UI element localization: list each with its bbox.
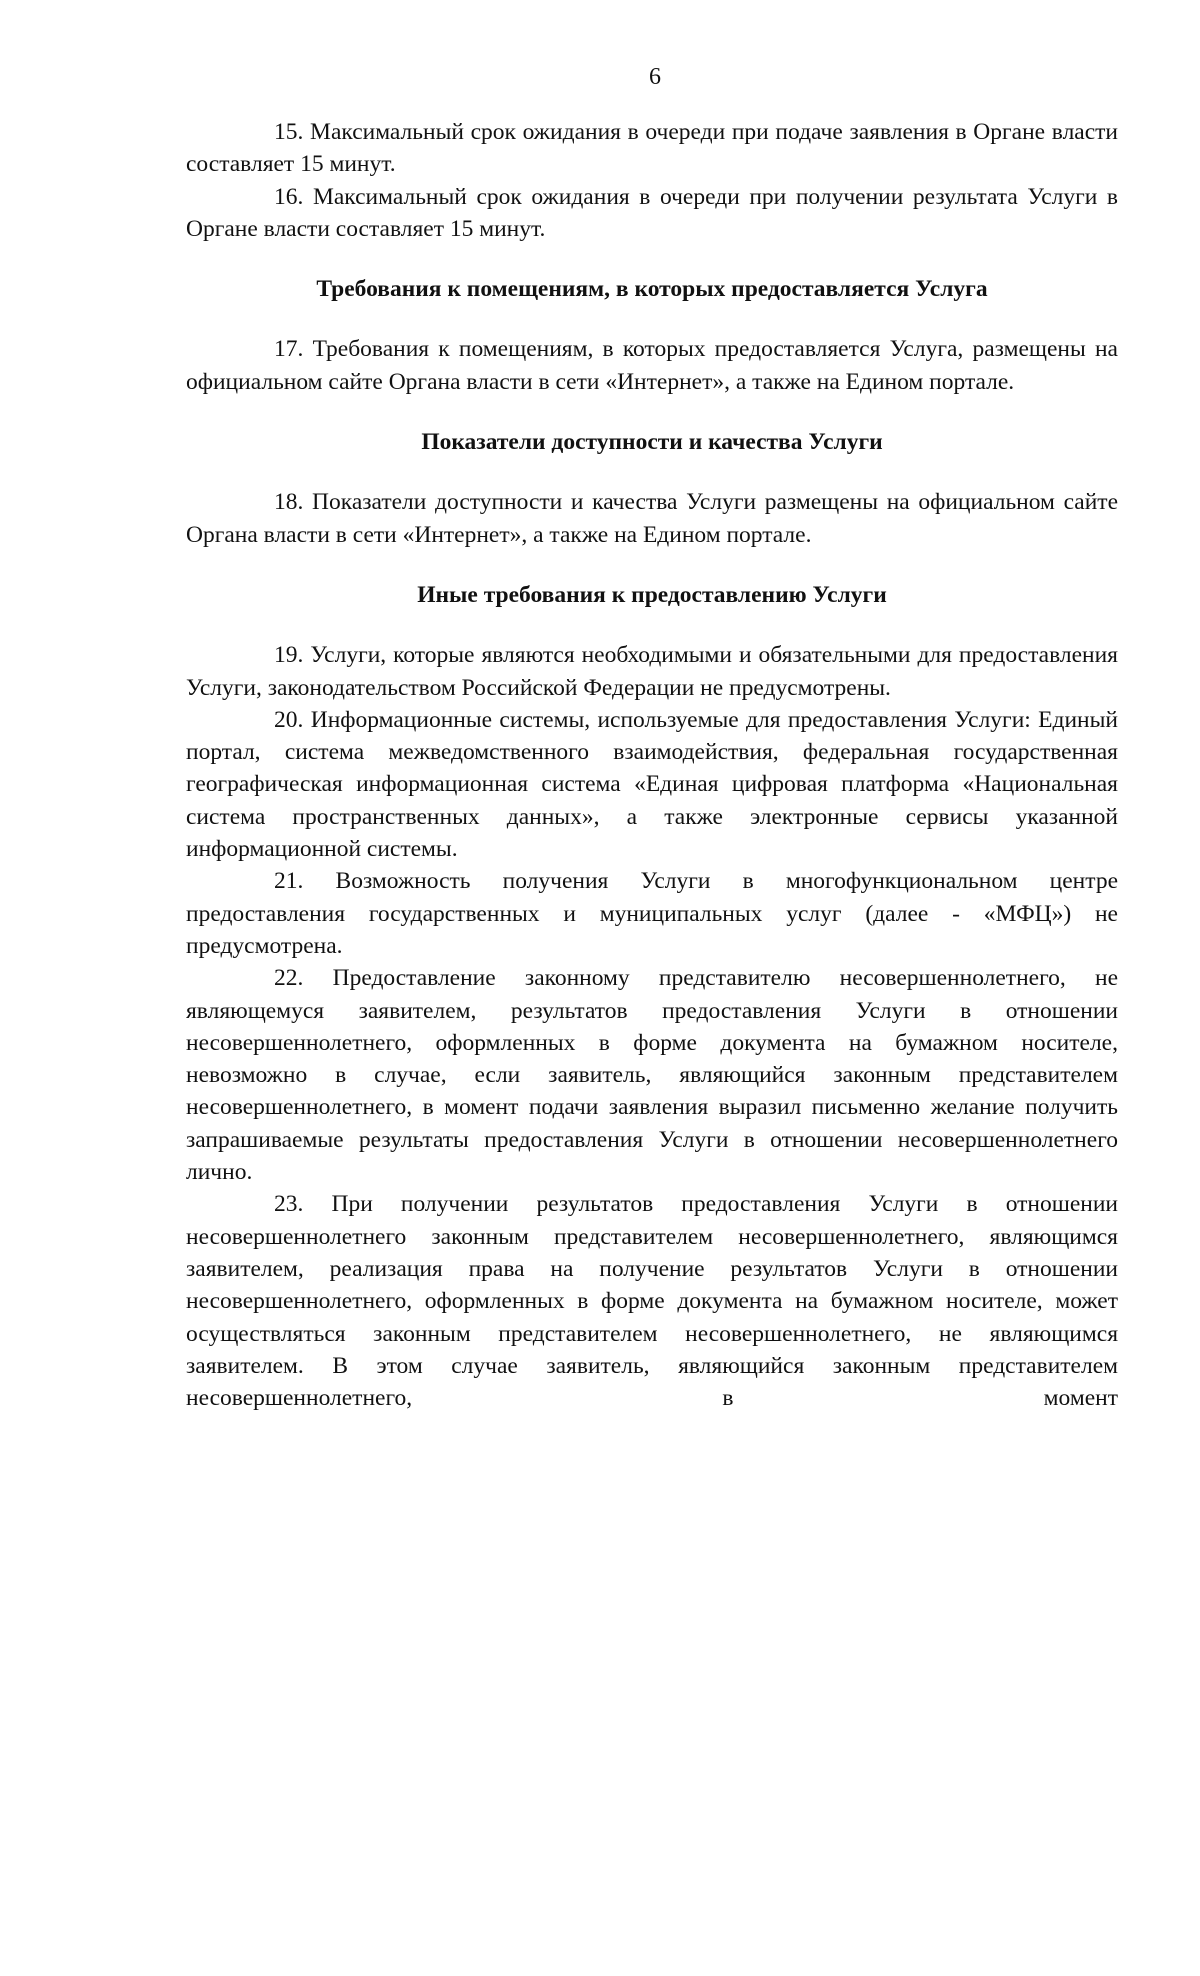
document-body	[186, 116, 1118, 1414]
section-heading-premises: Требования к помещениям, в которых предоставляется Услуга	[316, 276, 988, 303]
paragraph-21: 21. Возможность получения Услуги в многофункциональном центре предоставления государственных и муниципальных услуг (далее - «МФЦ») не предусмотрена.	[186, 868, 1118, 959]
paragraph-22: 22. Предоставление законному представителю несовершеннолетнего, не являющемуся заявителем, результатов предоставления Услуги в отношении несовершеннолетнего, оформленных в форме документа на бумажном носителе, невозможно в случае, если заявитель, являющийся законным представителем несовершеннолетнего, в момент подачи заявления выразил письменно желание получить запрашиваемые результаты предоставления Услуги в отношении несовершеннолетнего лично.	[186, 965, 1118, 1186]
paragraph-23: 23. При получении результатов предоставления Услуги в отношении несовершеннолетнего законным представителем несовершеннолетнего, являющимся заявителем, реализация права на получение результатов Услуги в отношении несовершеннолетнего, оформленных в форме документа на бумажном носителе, может осуществляться законным представителем несовершеннолетнего, не являющимся заявителем. В этом случае заявитель, являющийся законным представителем несовершеннолетнего, в момент	[186, 1191, 1118, 1412]
paragraph-16: 16. Максимальный срок ожидания в очереди при получении результата Услуги в Органе власти составляет 15 минут.	[186, 183, 1118, 242]
paragraph-20: 20. Информационные системы, используемые для предоставления Услуги: Единый портал, система межведомственного взаимодействия, федеральная государственная географическая информационная система «Единая цифровая платформа «Национальная система пространственных данных», а также электронные сервисы указанной информационной системы.	[186, 706, 1118, 863]
section-heading-indicators: Показатели доступности и качества Услуги	[421, 429, 883, 456]
paragraph-15: 15. Максимальный срок ожидания в очереди при подаче заявления в Органе власти составляет 15 минут.	[186, 119, 1118, 178]
paragraph-19: 19. Услуги, которые являются необходимыми и обязательными для предоставления Услуги, законодательством Российской Федерации не предусмотрены.	[186, 642, 1118, 701]
page-number: 6	[649, 64, 661, 90]
paragraph-17: 17. Требования к помещениям, в которых предоставляется Услуга, размещены на официальном сайте Органа власти в сети «Интернет», а также на Едином портале.	[186, 336, 1118, 395]
paragraph-18: 18. Показатели доступности и качества Услуги размещены на официальном сайте Органа власти в сети «Интернет», а также на Едином портале.	[186, 489, 1118, 548]
section-heading-other-requirements: Иные требования к предоставлению Услуги	[417, 581, 887, 608]
